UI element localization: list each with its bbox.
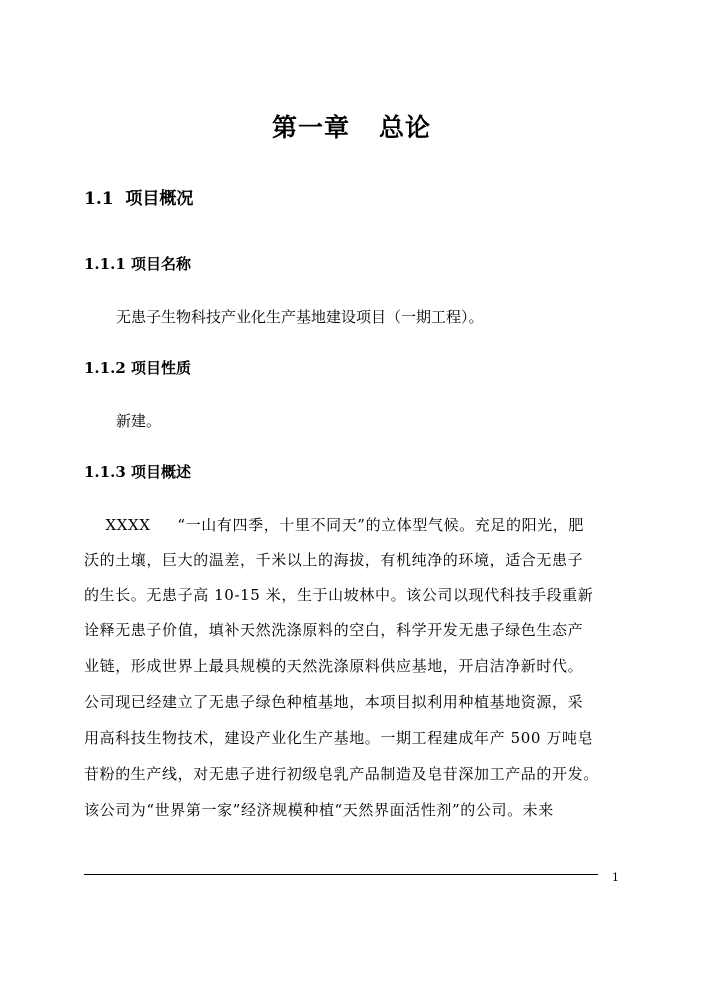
subsection-heading-nature: 1.1.2 项目性质 bbox=[84, 359, 191, 377]
overview-line: 业链，形成世界上最具规模的天然洗涤原料供应基地，开启洁净新时代。 bbox=[84, 657, 584, 675]
overview-line: 该公司为“世界第一家”经济规模种植“天然界面活性剂”的公司。未来 bbox=[84, 801, 554, 819]
chapter-title: 第一章 总论 bbox=[271, 113, 432, 142]
project-name-text: 无患子生物科技产业化生产基地建设项目（一期工程）。 bbox=[116, 308, 484, 326]
overview-line: 用高科技生物技术，建设产业化生产基地。一期工程建成年产 500 万吨皂 bbox=[84, 729, 594, 747]
subsection-heading-overview: 1.1.3 项目概述 bbox=[84, 463, 191, 481]
overview-line: 诠释无患子价值，填补天然洗涤原料的空白，科学开发无患子绿色生态产 bbox=[84, 621, 584, 639]
project-nature-text: 新建。 bbox=[116, 412, 162, 430]
overview-line: 苷粉的生产线，对无患子进行初级皂乳产品制造及皂苷深加工产品的开发。 bbox=[84, 765, 599, 783]
subsection-heading-name: 1.1.1 项目名称 bbox=[84, 255, 191, 273]
overview-line: 公司现已经建立了无患子绿色种植基地，本项目拟利用种植基地资源，采 bbox=[84, 693, 584, 711]
overview-line: XXXX “一山有四季，十里不同天”的立体型气候。充足的阳光，肥 bbox=[84, 516, 584, 534]
overview-line: 的生长。无患子高 10-15 米，生于山坡林中。该公司以现代科技手段重新 bbox=[84, 586, 594, 604]
overview-line: 沃的土壤，巨大的温差，千米以上的海拔，有机纯净的环境，适合无患子 bbox=[84, 551, 584, 569]
page-number: 1 bbox=[612, 871, 619, 884]
section-heading: 1.1 项目概况 bbox=[84, 189, 194, 209]
footer-divider bbox=[84, 874, 598, 875]
